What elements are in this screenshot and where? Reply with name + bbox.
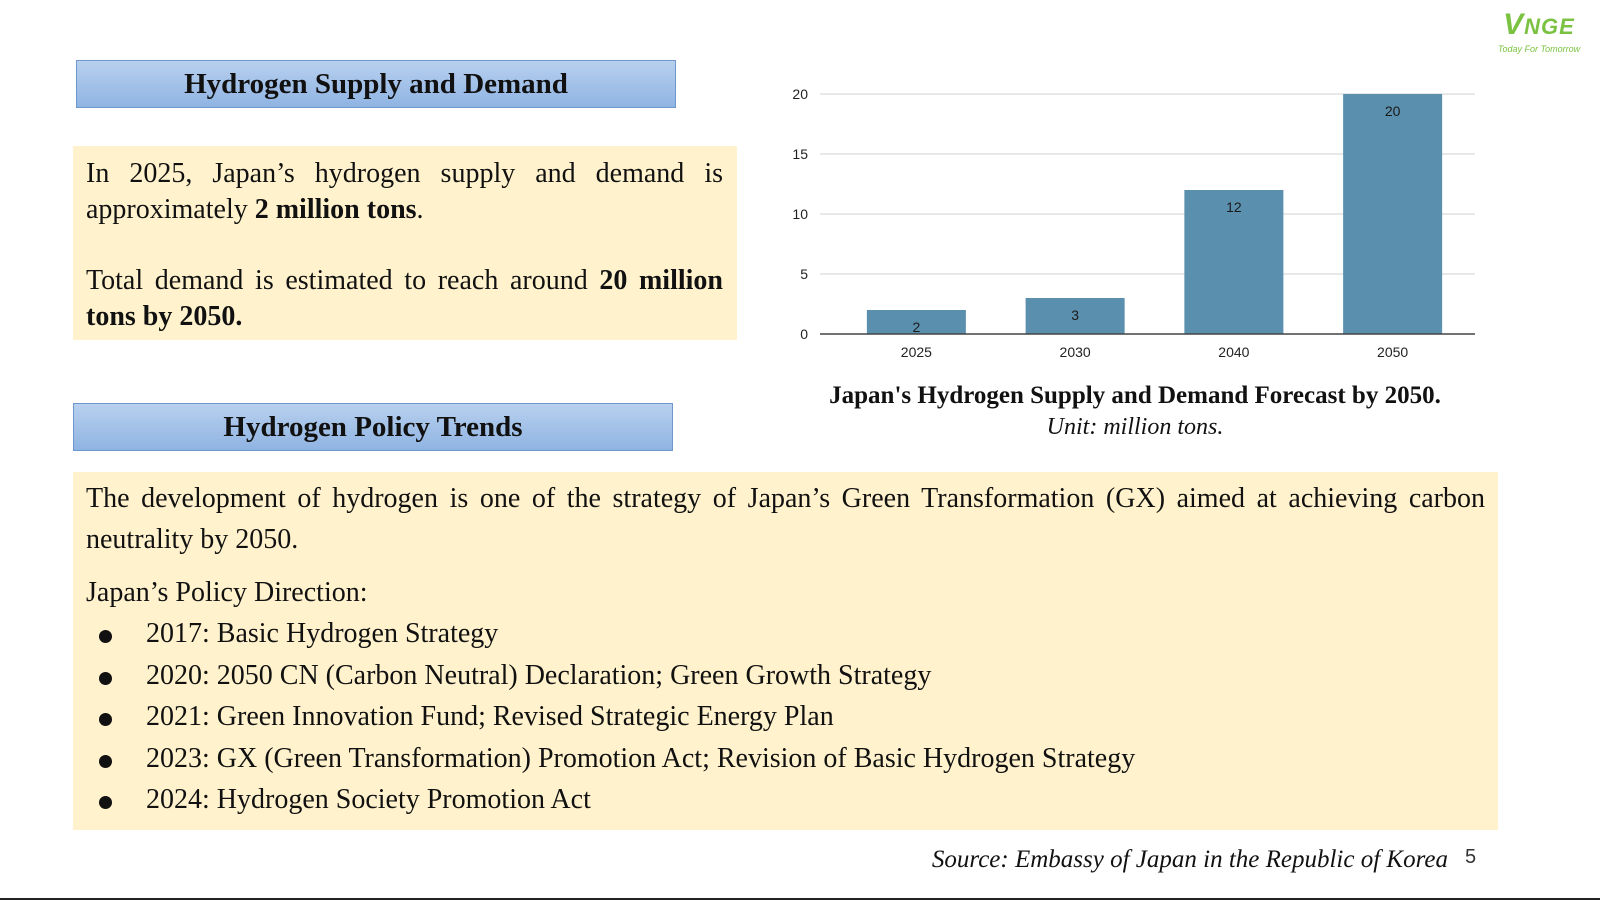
source-citation: Source: Embassy of Japan in the Republic of Korea bbox=[931, 846, 1448, 873]
y-tick-label: 0 bbox=[800, 326, 808, 342]
y-tick-label: 10 bbox=[792, 206, 808, 222]
data-label: 2 bbox=[912, 319, 921, 335]
policy-item bbox=[86, 613, 1485, 655]
x-tick-label: 2025 bbox=[900, 344, 932, 360]
para1-text: In 2025, Japan’s hydrogen supply and demand is approximately bbox=[86, 158, 723, 225]
supply-demand-paragraph-2 bbox=[86, 263, 723, 335]
bullet-icon bbox=[99, 755, 112, 768]
policy-intro: The development of hydrogen is one of the strategy of Japan’s Green Transformation (GX) aimed at achieving carbon neutrality by 2050. bbox=[86, 483, 1485, 555]
para2-highlight: 20 million tons by 2050. bbox=[86, 265, 723, 332]
forecast-bar-chart bbox=[780, 78, 1480, 368]
policy-header: Hydrogen Policy Trends bbox=[73, 403, 673, 451]
policy-item-text: 2024: Hydrogen Society Promotion Act bbox=[146, 784, 591, 815]
bullet-icon bbox=[99, 672, 112, 685]
data-label: 3 bbox=[1071, 307, 1080, 323]
para2-text: Total demand is estimated to reach around bbox=[86, 265, 600, 296]
policy-content bbox=[73, 472, 1498, 830]
policy-list bbox=[86, 613, 1485, 821]
supply-demand-paragraph-1 bbox=[86, 156, 723, 228]
policy-item-text: 2020: 2050 CN (Carbon Neutral) Declaration; Green Growth Strategy bbox=[146, 659, 932, 691]
chart-unit: Unit: million tons. bbox=[1046, 414, 1224, 440]
chart-caption bbox=[760, 380, 1510, 442]
x-tick-label: 2040 bbox=[1218, 344, 1250, 360]
policy-item-text: 2021: Green Innovation Fund; Revised Strategic Energy Plan bbox=[146, 701, 834, 732]
policy-item bbox=[86, 696, 1485, 738]
vnge-logo bbox=[1478, 8, 1600, 60]
y-tick-label: 5 bbox=[800, 266, 808, 282]
para1-end: . bbox=[416, 194, 424, 225]
policy-item bbox=[86, 738, 1485, 780]
bullet-icon bbox=[99, 630, 112, 643]
policy-direction-label: Japan’s Policy Direction: bbox=[86, 577, 368, 608]
policy-item bbox=[86, 779, 1485, 821]
chart-title: Japan's Hydrogen Supply and Demand Forecast by 2050. bbox=[829, 382, 1441, 409]
bullet-icon bbox=[99, 796, 112, 809]
bullet-icon bbox=[99, 713, 112, 726]
y-tick-label: 15 bbox=[792, 146, 808, 162]
logo-mark: VNGE bbox=[1503, 8, 1575, 41]
page-number: 5 bbox=[1465, 846, 1477, 868]
supply-demand-note bbox=[73, 146, 737, 340]
logo-tagline: Today For Tomorrow bbox=[1497, 44, 1581, 54]
supply-demand-header: Hydrogen Supply and Demand bbox=[76, 60, 676, 108]
bar bbox=[1343, 94, 1442, 334]
policy-item-text: 2023: GX (Green Transformation) Promotion Act; Revision of Basic Hydrogen Strategy bbox=[146, 742, 1136, 774]
y-tick-label: 20 bbox=[792, 86, 808, 102]
x-tick-label: 2030 bbox=[1059, 344, 1091, 360]
policy-item-text: 2017: Basic Hydrogen Strategy bbox=[146, 618, 499, 649]
data-label: 20 bbox=[1384, 103, 1401, 119]
policy-item bbox=[86, 655, 1485, 697]
x-tick-label: 2050 bbox=[1377, 344, 1409, 360]
data-label: 12 bbox=[1226, 199, 1242, 215]
para1-highlight: 2 million tons bbox=[254, 194, 417, 225]
